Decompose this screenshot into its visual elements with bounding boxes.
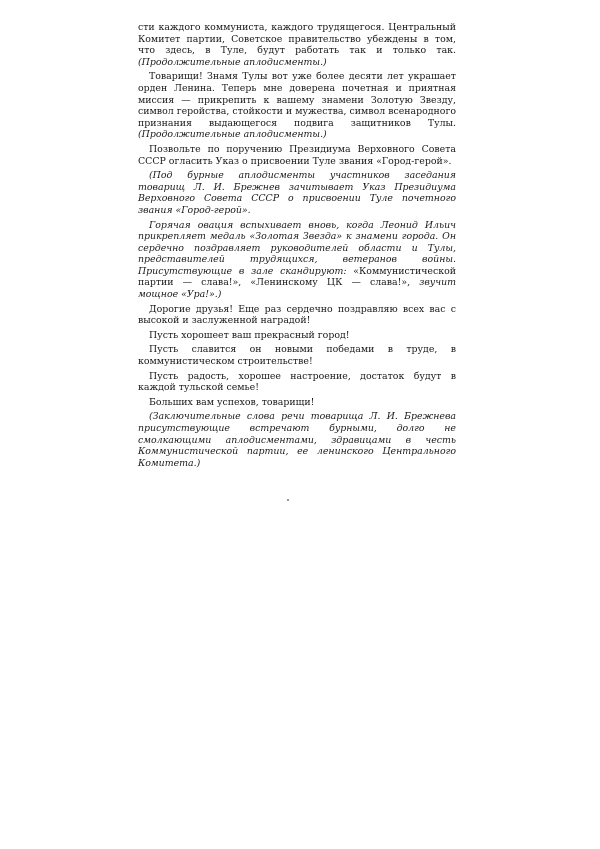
paragraph-3-text: Позвольте по поручению Президиума Верховного Совета СССР огласить Указ о присвоении Туле звания «Город-герой». [138, 143, 456, 167]
paragraph-2-text: Товарищи! Знамя Тулы вот уже более десяти лет украшает орден Ленина. Теперь мне доверена почетная и приятная миссия — прикрепить к вашему знамени Золотую Звезду, символ геройства, стойкости и мужества, символ всенародного признания выдающегося подвига защитников Тулы. [138, 71, 456, 129]
paragraph-5-italic-b: звучит мощное «Ура!».) [138, 277, 456, 301]
paragraph-8-text: Пусть славится он новыми победами в труде, в коммунистическом строительстве! [138, 344, 456, 368]
paragraph-10-text: Больших вам успехов, товарищи! [149, 396, 315, 408]
paragraph-6-text: Дорогие друзья! Еще раз сердечно поздравляю всех вас с высокой и заслуженной наградой! [138, 303, 456, 327]
paragraph-4-text: (Под бурные аплодисменты участников заседания товарищ Л. И. Брежнев зачитывает Указ Президиума Верховного Совета СССР о присвоении Туле почетного звания «Город-герой». [138, 170, 456, 216]
paragraph-3 [138, 144, 456, 167]
paragraph-9 [138, 371, 456, 394]
paragraph-9-text: Пусть радость, хорошее настроение, достаток будут в каждой тульской семье! [138, 370, 456, 394]
paragraph-5-stage-note [138, 220, 456, 301]
document-page [138, 22, 456, 472]
paragraph-2-applause: (Продолжительные аплодисменты.) [138, 129, 327, 141]
paragraph-10 [138, 397, 456, 409]
paragraph-1 [138, 22, 456, 68]
paragraph-1-applause: (Продолжительные аплодисменты.) [138, 56, 327, 68]
paragraph-6 [138, 304, 456, 327]
paragraph-11-text: (Заключительные слова речи товарища Л. И. Брежнева присутствующие встречают бурными, долго не смолкающими аплодисментами, здравицами в честь Коммунистической партии, ее ленинского Центрального Комитета.) [138, 411, 456, 469]
paragraph-4-stage-note [138, 170, 456, 216]
scan-speck [287, 499, 289, 501]
paragraph-5-italic-a: Горячая овация вспыхивает вновь, когда Леонид Ильич прикрепляет медаль «Золотая Звезда» к знамени города. Он сердечно поздравляет руководителей области и Тулы, представителей трудящихся, ветеранов войны. Присутствующие в зале скандируют: [138, 219, 456, 277]
paragraph-1-text: сти каждого коммуниста, каждого трудящегося. Центральный Комитет партии, Советское правительство убеждены в том, что здесь, в Туле, будут работать так и только так. [138, 22, 456, 57]
paragraph-7 [138, 330, 456, 342]
paragraph-8 [138, 344, 456, 367]
paragraph-7-text: Пусть хорошеет ваш прекрасный город! [149, 329, 350, 341]
paragraph-5-chant: «Коммунистической партии — слава!», «Ленинскому ЦК — слава!», [138, 265, 456, 289]
paragraph-11-stage-note [138, 411, 456, 469]
paragraph-2 [138, 71, 456, 141]
